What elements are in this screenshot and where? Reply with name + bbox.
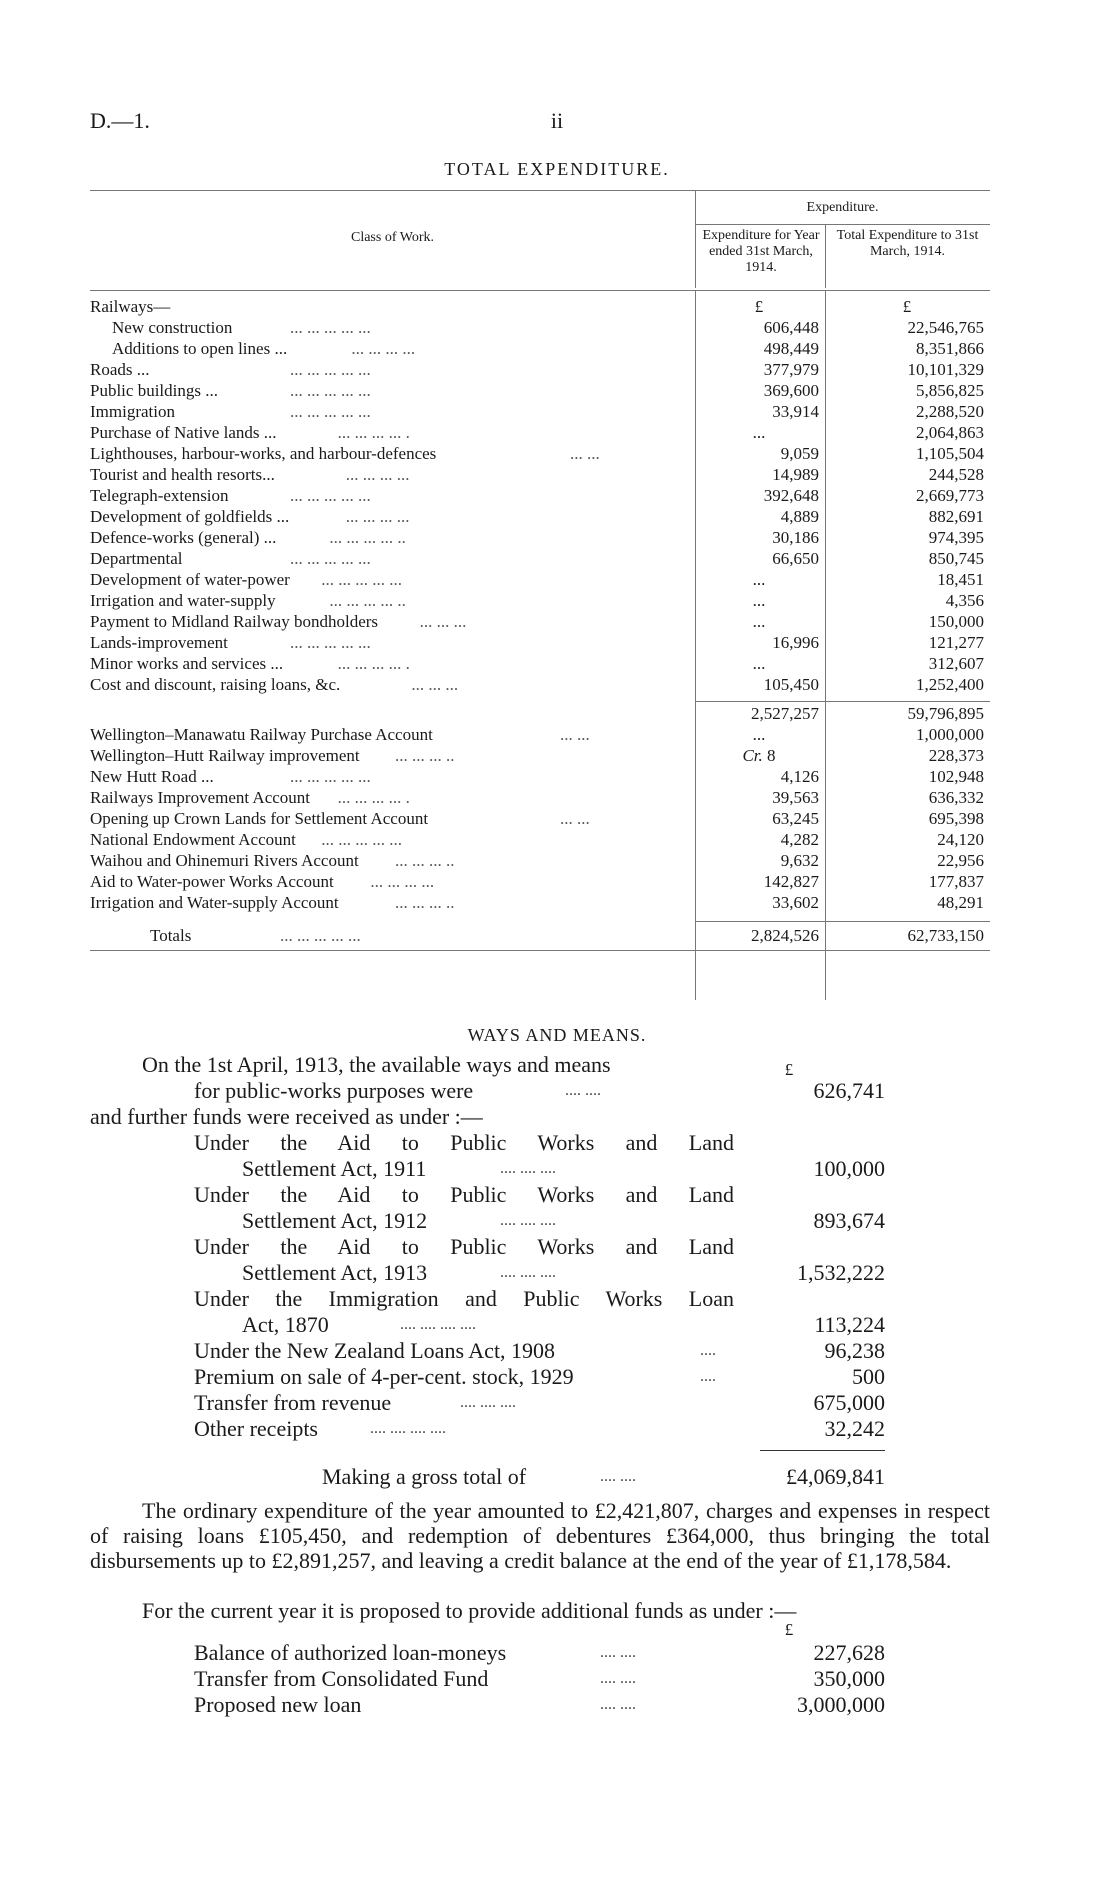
receipt-line-1: Under the Aid to Public Works and Land	[194, 1182, 734, 1207]
summary-paragraph	[90, 1498, 990, 1573]
leader-dots: ... ... ... ..	[395, 746, 455, 765]
leader-dots: ... ... ... ...	[370, 872, 435, 891]
receipt-amount: 893,674	[813, 1208, 885, 1233]
row-value-year: ...	[752, 591, 766, 610]
row-value-year: ...	[752, 612, 766, 631]
row-label: Tourist and health resorts...	[90, 465, 275, 484]
row-label: Development of goldfields ...	[90, 507, 290, 526]
receipt-item: Transfer from revenue	[194, 1390, 392, 1415]
row-label: Cost and discount, raising loans, &c.	[90, 675, 341, 694]
proposed-item: Proposed new loan	[194, 1692, 362, 1717]
row-label: Wellington–Hutt Railway improvement	[90, 746, 360, 765]
table-row	[90, 569, 990, 590]
table-row	[90, 548, 990, 569]
row-value-total: 59,796,895	[907, 704, 984, 723]
leader-dots: ... ... ...	[419, 612, 467, 631]
row-value-total: 4,356	[945, 591, 984, 610]
receipt-line-2: Settlement Act, 1913	[242, 1260, 428, 1285]
totals-row	[90, 925, 990, 946]
leader-dots: ... ...	[570, 444, 600, 463]
proposed-dots: .... ....	[600, 1644, 636, 1661]
opening-line-2: for public-works purposes were	[194, 1078, 474, 1103]
row-label: Opening up Crown Lands for Settlement Account	[90, 809, 429, 828]
receipt-dots: ....	[700, 1342, 716, 1359]
receipt-dots: ....	[700, 1368, 716, 1385]
table-row	[90, 464, 990, 485]
table-row	[90, 485, 990, 506]
opening-line-1: On the 1st April, 1913, the available ways and means	[142, 1052, 611, 1077]
row-value-total: 882,691	[928, 507, 984, 526]
leader-dots: ... ... ... ... ..	[329, 591, 406, 610]
row-value-year: 30,186	[772, 528, 819, 547]
row-value-total: 10,101,329	[907, 360, 984, 379]
row-label: Roads ...	[90, 360, 150, 379]
row-value-total: 18,451	[937, 570, 984, 589]
row-value-total: 636,332	[928, 788, 984, 807]
row-value-total: £	[902, 297, 912, 316]
receipt-dots: .... .... ....	[500, 1160, 556, 1177]
table-row	[90, 422, 990, 443]
table-row	[90, 653, 990, 674]
leader-dots: ... ... ... ... ...	[321, 570, 402, 589]
class-of-work-header: Class of Work.	[350, 230, 434, 245]
table-row	[90, 745, 990, 766]
table-row	[90, 359, 990, 380]
table-row	[90, 892, 990, 913]
row-value-year: 33,914	[772, 402, 819, 421]
row-label: National Endowment Account	[90, 830, 296, 849]
row-value-total: 974,395	[928, 528, 984, 547]
col1-header: Expenditure for Year ended 31st March, 1914.	[702, 228, 820, 275]
expenditure-header: Expenditure.	[806, 200, 879, 215]
gross-total-amount: £4,069,841	[786, 1464, 885, 1489]
row-label: Public buildings ...	[90, 381, 218, 400]
row-value-year: 142,827	[763, 872, 819, 891]
receipt-amount: 96,238	[824, 1338, 885, 1363]
table-row	[90, 380, 990, 401]
row-value-year: 63,245	[772, 809, 819, 828]
row-label: Waihou and Ohinemuri Rivers Account	[90, 851, 359, 870]
row-value-total: 850,745	[928, 549, 984, 568]
leader-dots: ... ... ... ...	[351, 339, 416, 358]
receipt-line-1: Under the Immigration and Public Works Loan	[194, 1286, 734, 1311]
table-row	[90, 674, 990, 695]
table-row	[90, 829, 990, 850]
table-bottom-rule	[90, 950, 990, 951]
table-row	[90, 724, 990, 745]
row-label: Irrigation and Water-supply Account	[90, 893, 339, 912]
row-value-year: ...	[752, 423, 766, 442]
row-value-total: 62,733,150	[907, 926, 984, 945]
row-value-total: 695,398	[928, 809, 984, 828]
row-value-year: £	[754, 297, 764, 316]
receipt-amount: 100,000	[813, 1156, 885, 1181]
row-label: Additions to open lines ...	[112, 339, 288, 358]
leader-dots: ... ... ... ... ...	[280, 926, 361, 945]
gross-dots: .... ....	[600, 1468, 636, 1485]
receipt-line-2: Settlement Act, 1912	[242, 1208, 428, 1233]
col2-header: Total Expenditure to 31st March, 1914.	[836, 228, 979, 259]
receipt-dots: .... .... ....	[460, 1394, 516, 1411]
page-number: ii	[550, 108, 564, 133]
leader-dots: ... ... ... ... ...	[290, 633, 371, 652]
row-value-year: 2,824,526	[751, 926, 819, 945]
proposed-amount: 350,000	[813, 1666, 885, 1691]
table-row	[90, 338, 990, 359]
row-value-year: 14,989	[772, 465, 819, 484]
row-value-total: 177,837	[928, 872, 984, 891]
row-label: Railways Improvement Account	[90, 788, 311, 807]
leader-dots: ... ... ... ... ...	[290, 486, 371, 505]
credit-prefix: Cr.	[742, 746, 763, 765]
further-funds-line: and further funds were received as under :—	[90, 1104, 483, 1129]
table-row	[90, 527, 990, 548]
row-label: Lands-improvement	[90, 633, 228, 652]
receipt-item: Other receipts	[194, 1416, 318, 1441]
leader-dots: ... ... ... ... ...	[290, 549, 371, 568]
leader-dots: ... ... ... ... ...	[290, 360, 371, 379]
table-row	[90, 443, 990, 464]
receipt-dots: .... .... ....	[500, 1264, 556, 1281]
receipt-amount: 113,224	[814, 1312, 885, 1337]
row-value-total: 2,669,773	[916, 486, 984, 505]
leader-dots: ... ... ... ... ..	[329, 528, 406, 547]
leader-dots: ... ... ... ... .	[337, 654, 410, 673]
table-row	[90, 787, 990, 808]
row-label: Minor works and services ...	[90, 654, 284, 673]
table-row	[90, 401, 990, 422]
ways-means-title: WAYS AND MEANS.	[467, 1025, 647, 1045]
row-value-total: 150,000	[928, 612, 984, 631]
leader-dots: ... ... ... ...	[345, 465, 410, 484]
receipt-line-1: Under the Aid to Public Works and Land	[194, 1234, 734, 1259]
totals-rule	[695, 921, 990, 922]
row-value-year: 498,449	[763, 339, 819, 358]
row-value-total: 5,856,825	[916, 381, 984, 400]
row-value-year: 377,979	[763, 360, 819, 379]
table-row	[90, 850, 990, 871]
row-value-year: 392,648	[763, 486, 819, 505]
row-value-total: 244,528	[928, 465, 984, 484]
row-value-year: 2,527,257	[751, 704, 819, 723]
table-row	[90, 590, 990, 611]
leader-dots: ... ... ... ... ...	[321, 830, 402, 849]
currency-symbol: £	[784, 1060, 794, 1079]
receipt-amount: 32,242	[824, 1416, 885, 1441]
table-row	[90, 766, 990, 787]
row-value-year: ...	[752, 570, 766, 589]
row-value-year: 369,600	[763, 381, 819, 400]
receipt-amount: 500	[852, 1364, 885, 1389]
row-value-total: 1,252,400	[916, 675, 984, 694]
proposed-dots: .... ....	[600, 1696, 636, 1713]
receipt-dots: .... .... .... ....	[400, 1316, 476, 1333]
receipt-item: Premium on sale of 4-per-cent. stock, 1929	[194, 1364, 574, 1389]
row-label: Irrigation and water-supply	[90, 591, 276, 610]
row-value-year: ...	[752, 725, 766, 744]
row-value-total: 24,120	[937, 830, 984, 849]
row-label: Telegraph-extension	[90, 486, 229, 505]
row-value-year: 9,632	[780, 851, 819, 870]
row-label: Aid to Water-power Works Account	[90, 872, 334, 891]
leader-dots: ... ... ... ... ...	[290, 381, 371, 400]
document-reference: D.—1.	[90, 108, 150, 133]
row-value-total: 2,288,520	[916, 402, 984, 421]
proposed-item: Transfer from Consolidated Fund	[194, 1666, 489, 1691]
opening-amount: 626,741	[813, 1078, 885, 1103]
table-row	[90, 611, 990, 632]
leader-dots: ... ... ... ... .	[337, 788, 410, 807]
row-value-total: 1,105,504	[916, 444, 984, 463]
opening-dots: .... ....	[565, 1082, 601, 1099]
leader-dots: ... ... ...	[411, 675, 459, 694]
row-value-year: 66,650	[772, 549, 819, 568]
summary-text: The ordinary expenditure of the year amounted to £2,421,807, charges and expenses in respect of raising loans £105,450, and redemption of debentures £364,000, thus bringing the total disbursements up to £2,891,257, and leaving a credit balance at the end of the year of £1,178,584.	[90, 1498, 990, 1573]
row-label: New Hutt Road ...	[90, 767, 214, 786]
header-col-divider	[825, 224, 826, 288]
row-value-total: 121,277	[928, 633, 984, 652]
row-value-total: 2,064,863	[916, 423, 984, 442]
header-rule	[695, 224, 990, 225]
table-row	[90, 506, 990, 527]
row-label: Purchase of Native lands ...	[90, 423, 277, 442]
receipt-line-2: Act, 1870	[242, 1312, 329, 1337]
row-label: Departmental	[90, 549, 183, 568]
receipt-amount: 1,532,222	[797, 1260, 885, 1285]
subtotal-row	[90, 703, 990, 724]
row-label: Lighthouses, harbour-works, and harbour-defences	[90, 444, 437, 463]
subtotal-rule	[695, 701, 990, 702]
row-value-year: 33,602	[772, 893, 819, 912]
row-value-year: 606,448	[763, 318, 819, 337]
leader-dots: ... ...	[560, 725, 590, 744]
receipt-line-1: Under the Aid to Public Works and Land	[194, 1130, 734, 1155]
current-year-line: For the current year it is proposed to provide additional funds as under :—	[142, 1598, 797, 1623]
row-value-year: 4,889	[780, 507, 819, 526]
page-title: TOTAL EXPENDITURE.	[444, 159, 670, 179]
receipt-dots: .... .... .... ....	[370, 1420, 446, 1437]
row-value-total: 8,351,866	[916, 339, 984, 358]
expenditure-table	[90, 190, 990, 1010]
row-label: Defence-works (general) ...	[90, 528, 277, 547]
table-row	[90, 317, 990, 338]
row-label: Development of water-power	[90, 570, 290, 589]
row-label: Payment to Midland Railway bondholders	[90, 612, 379, 631]
leader-dots: ... ... ... ...	[345, 507, 410, 526]
row-value-total: 1,000,000	[916, 725, 984, 744]
gross-total-label: Making a gross total of	[322, 1464, 527, 1489]
currency-symbol: £	[784, 1620, 794, 1639]
leader-dots: ... ... ... ... .	[337, 423, 410, 442]
row-value-year: 4,282	[780, 830, 819, 849]
leader-dots: ... ... ... ..	[395, 851, 455, 870]
row-value-total: 48,291	[937, 893, 984, 912]
row-value-total: 102,948	[928, 767, 984, 786]
proposed-item: Balance of authorized loan-moneys	[194, 1640, 507, 1665]
row-value-total: 312,607	[928, 654, 984, 673]
row-label: Totals	[150, 926, 192, 945]
proposed-amount: 227,628	[813, 1640, 885, 1665]
header-bottom-rule	[90, 290, 990, 291]
table-row	[90, 808, 990, 829]
row-value-year: 105,450	[763, 675, 819, 694]
receipt-item: Under the New Zealand Loans Act, 1908	[194, 1338, 556, 1363]
receipt-amount: 675,000	[813, 1390, 885, 1415]
row-value-year: 16,996	[772, 633, 819, 652]
row-label: Immigration	[90, 402, 175, 421]
receipt-dots: .... .... ....	[500, 1212, 556, 1229]
leader-dots: ... ...	[560, 809, 590, 828]
leader-dots: ... ... ... ... ...	[290, 318, 371, 337]
table-top-rule	[90, 190, 990, 191]
leader-dots: ... ... ... ..	[395, 893, 455, 912]
row-value-total: 22,956	[937, 851, 984, 870]
proposed-dots: .... ....	[600, 1670, 636, 1687]
row-label: New construction	[112, 318, 233, 337]
row-value-year: 4,126	[780, 767, 819, 786]
leader-dots: ... ... ... ... ...	[290, 767, 371, 786]
row-value-year: 9,059	[780, 444, 819, 463]
leader-dots: ... ... ... ... ...	[290, 402, 371, 421]
row-value-total: 22,546,765	[907, 318, 984, 337]
receipt-line-2: Settlement Act, 1911	[242, 1156, 427, 1181]
proposed-amount: 3,000,000	[797, 1692, 885, 1717]
row-value-year: 39,563	[772, 788, 819, 807]
row-value-total: 228,373	[928, 746, 984, 765]
table-row	[90, 871, 990, 892]
row-value-year: ...	[752, 654, 766, 673]
row-value-year: Cr. 8	[742, 746, 776, 765]
row-label: Railways—	[90, 297, 171, 316]
gross-total-rule	[760, 1450, 885, 1451]
railways-heading-row	[90, 296, 990, 317]
row-label: Wellington–Manawatu Railway Purchase Account	[90, 725, 433, 744]
table-row	[90, 632, 990, 653]
